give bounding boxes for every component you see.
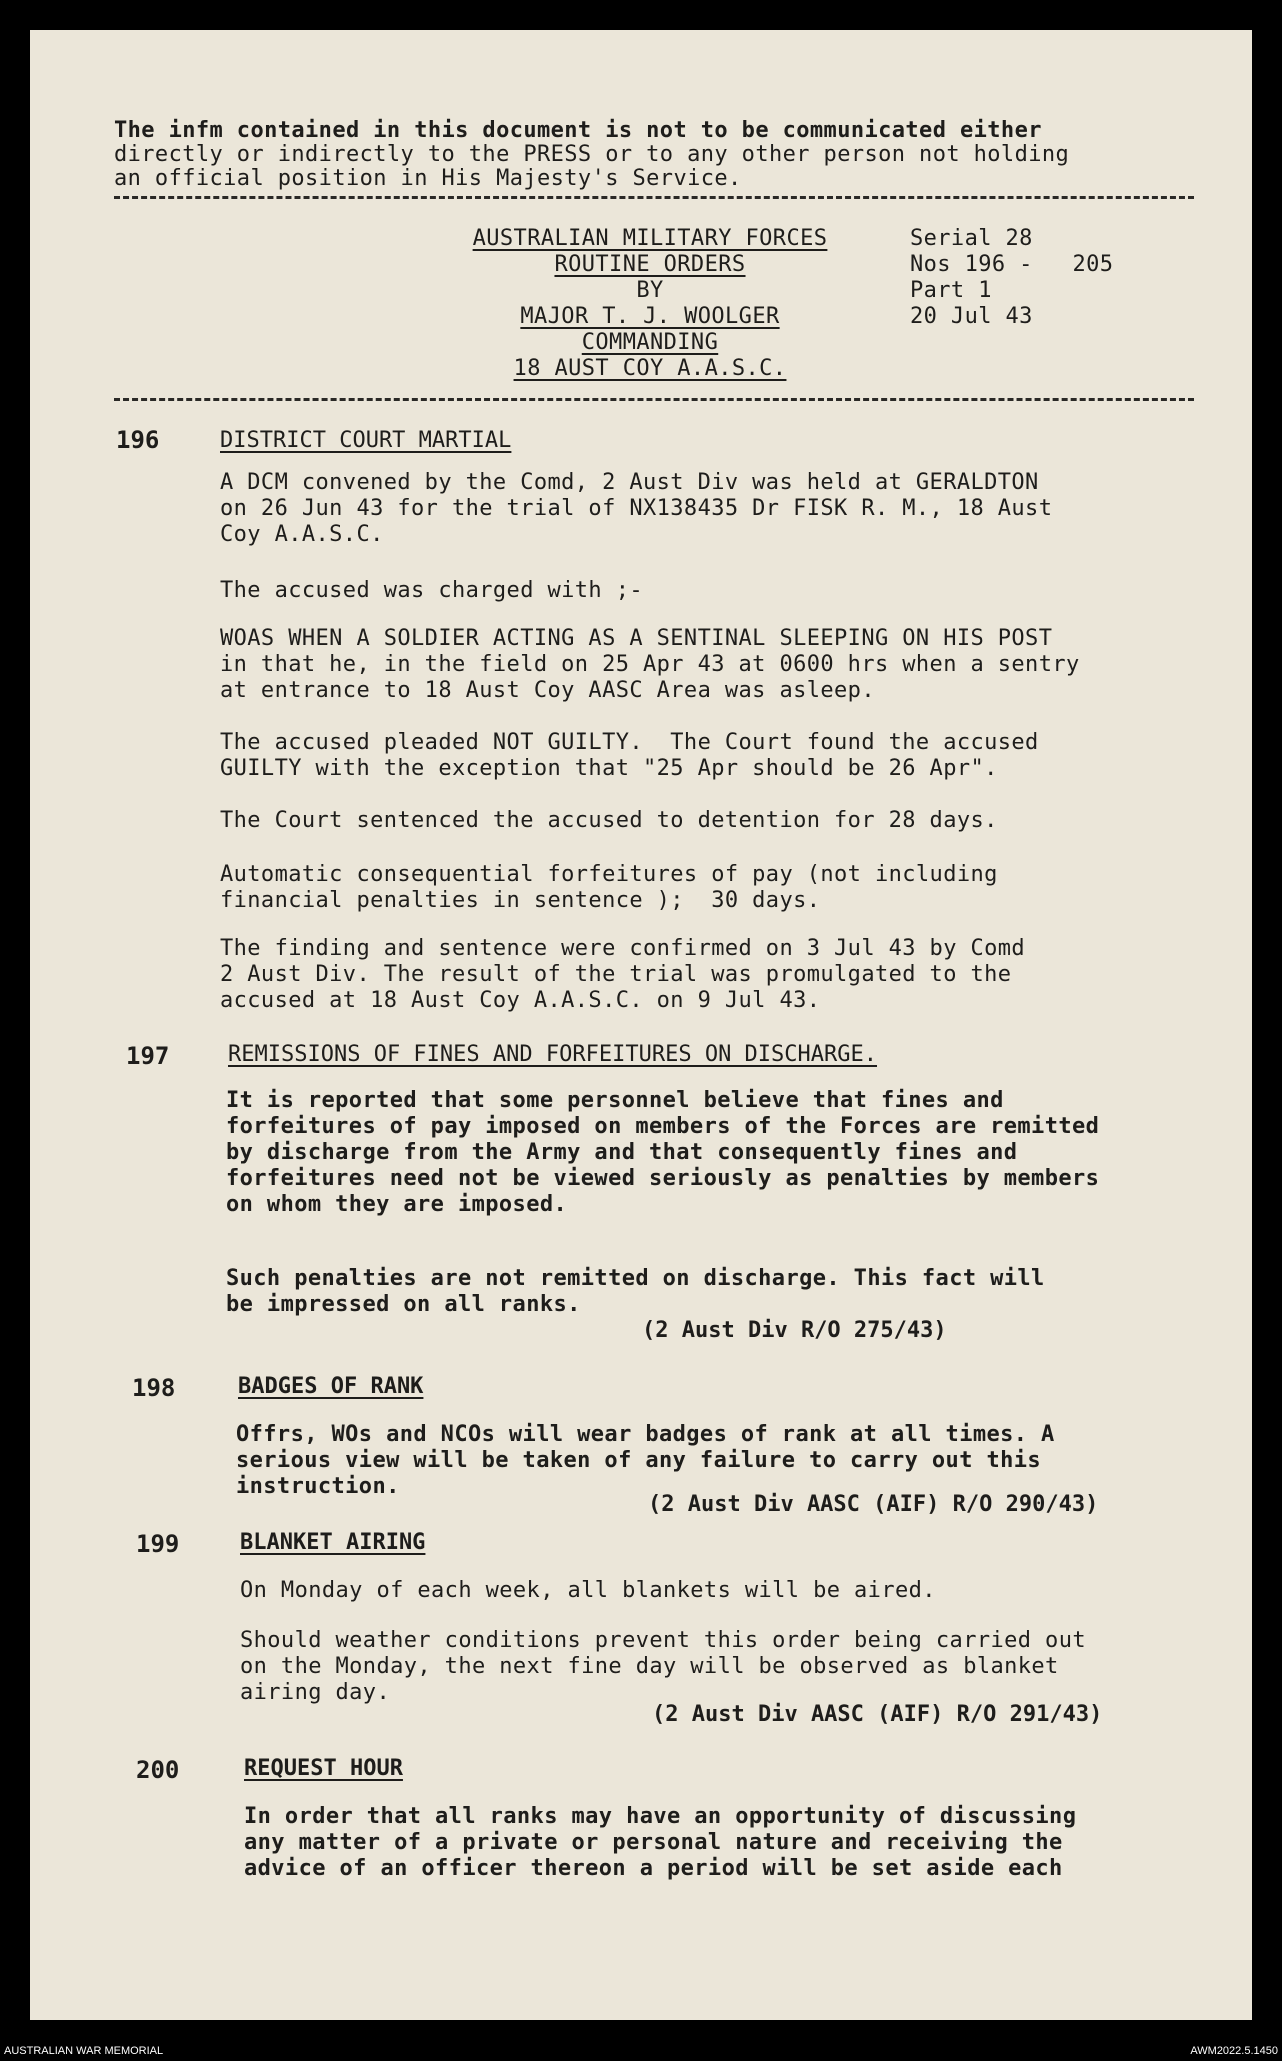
order-title: REQUEST HOUR <box>244 1756 403 1781</box>
order-paragraph: In order that all ranks may have an opportunity of discussing any matter of a private or personal nature and receiving the advice of an officer thereon a period will be set aside each <box>244 1804 1077 1881</box>
order-number: 199 <box>136 1530 180 1558</box>
heading-line-4: MAJOR T. J. WOOLGER <box>520 304 780 329</box>
order-title: REMISSIONS OF FINES AND FORFEITURES ON DISCHARGE. <box>228 1042 878 1067</box>
heading-line-6: 18 AUST COY A.A.S.C. <box>513 356 787 381</box>
order-paragraph: It is reported that some personnel believe that fines and forfeitures of pay imposed on members of the Forces are remitted by discharge from the Army and that consequently fines and forfeitures need not be viewed seriously as penalties by members on whom they are imposed. <box>226 1088 1100 1217</box>
order-numbers-end: 205 <box>1072 252 1114 277</box>
order-number: 197 <box>126 1042 170 1070</box>
order-numbers-start: Nos 196 - <box>910 252 1033 277</box>
order-date: 20 Jul 43 <box>910 304 1033 329</box>
order-paragraph: On Monday of each week, all blankets will be aired. <box>240 1578 936 1603</box>
order-reference: (2 Aust Div AASC (AIF) R/O 290/43) <box>648 1492 1099 1517</box>
caveat-line-1: The infm contained in this document is not to be communicated either <box>114 118 1042 143</box>
order-paragraph: Offrs, WOs and NCOs will wear badges of rank at all times. A serious view will be taken of any failure to carry out this instruction. <box>236 1422 1055 1499</box>
document-page <box>30 30 1252 2020</box>
order-paragraph: Should weather conditions prevent this order being carried out on the Monday, the next fine day will be observed as blanket airing day. <box>240 1628 1086 1705</box>
caveat-line-3: an official position in His Majesty's Service. <box>114 166 742 191</box>
order-title: BADGES OF RANK <box>238 1374 424 1399</box>
order-reference: (2 Aust Div R/O 275/43) <box>642 1318 947 1343</box>
order-numbers <box>910 252 1113 277</box>
footer-credit: AUSTRALIAN WAR MEMORIAL <box>4 2045 164 2057</box>
order-number: 200 <box>136 1756 180 1784</box>
order-title: BLANKET AIRING <box>240 1530 426 1555</box>
heading-line-5: COMMANDING <box>581 330 719 355</box>
order-paragraph: A DCM convened by the Comd, 2 Aust Div was held at GERALDTON on 26 Jun 43 for the trial of NX138435 Dr FISK R. M., 18 Aust Coy A.A.S.C. <box>220 470 1053 547</box>
divider-top <box>114 196 1194 199</box>
heading-line-3: BY <box>636 278 664 303</box>
heading-line-1: AUSTRALIAN MILITARY FORCES <box>472 226 828 251</box>
order-paragraph: WOAS WHEN A SOLDIER ACTING AS A SENTINAL SLEEPING ON HIS POST in that he, in the field on 25 Apr 43 at 0600 hrs when a sentry at entrance to 18 Aust Coy AASC Area was asleep. <box>220 626 1080 703</box>
order-paragraph: The finding and sentence were confirmed on 3 Jul 43 by Comd 2 Aust Div. The result of the trial was promulgated to the accused at 18 Aust Coy A.A.S.C. on 9 Jul 43. <box>220 936 1026 1013</box>
heading-line-2: ROUTINE ORDERS <box>554 252 746 277</box>
order-paragraph: The accused was charged with ;- <box>220 578 643 603</box>
order-number: 198 <box>132 1374 176 1402</box>
order-paragraph: The Court sentenced the accused to detention for 28 days. <box>220 808 998 833</box>
caveat-line-2: directly or indirectly to the PRESS or to any other person not holding <box>114 142 1070 167</box>
divider-heading <box>114 398 1194 401</box>
order-paragraph: Automatic consequential forfeitures of pay (not including financial penalties in sentence ); 30 days. <box>220 862 998 913</box>
footer-accession-number: AWM2022.5.1450 <box>1190 2045 1278 2057</box>
order-title: DISTRICT COURT MARTIAL <box>220 428 512 453</box>
serial-number: Serial 28 <box>910 226 1033 251</box>
part-number: Part 1 <box>910 278 992 303</box>
order-number: 196 <box>116 426 160 454</box>
order-paragraph: The accused pleaded NOT GUILTY. The Court found the accused GUILTY with the exception that "25 Apr should be 26 Apr". <box>220 730 1039 781</box>
order-reference: (2 Aust Div AASC (AIF) R/O 291/43) <box>652 1702 1103 1727</box>
order-paragraph: Such penalties are not remitted on discharge. This fact will be impressed on all ranks. <box>226 1266 1045 1317</box>
